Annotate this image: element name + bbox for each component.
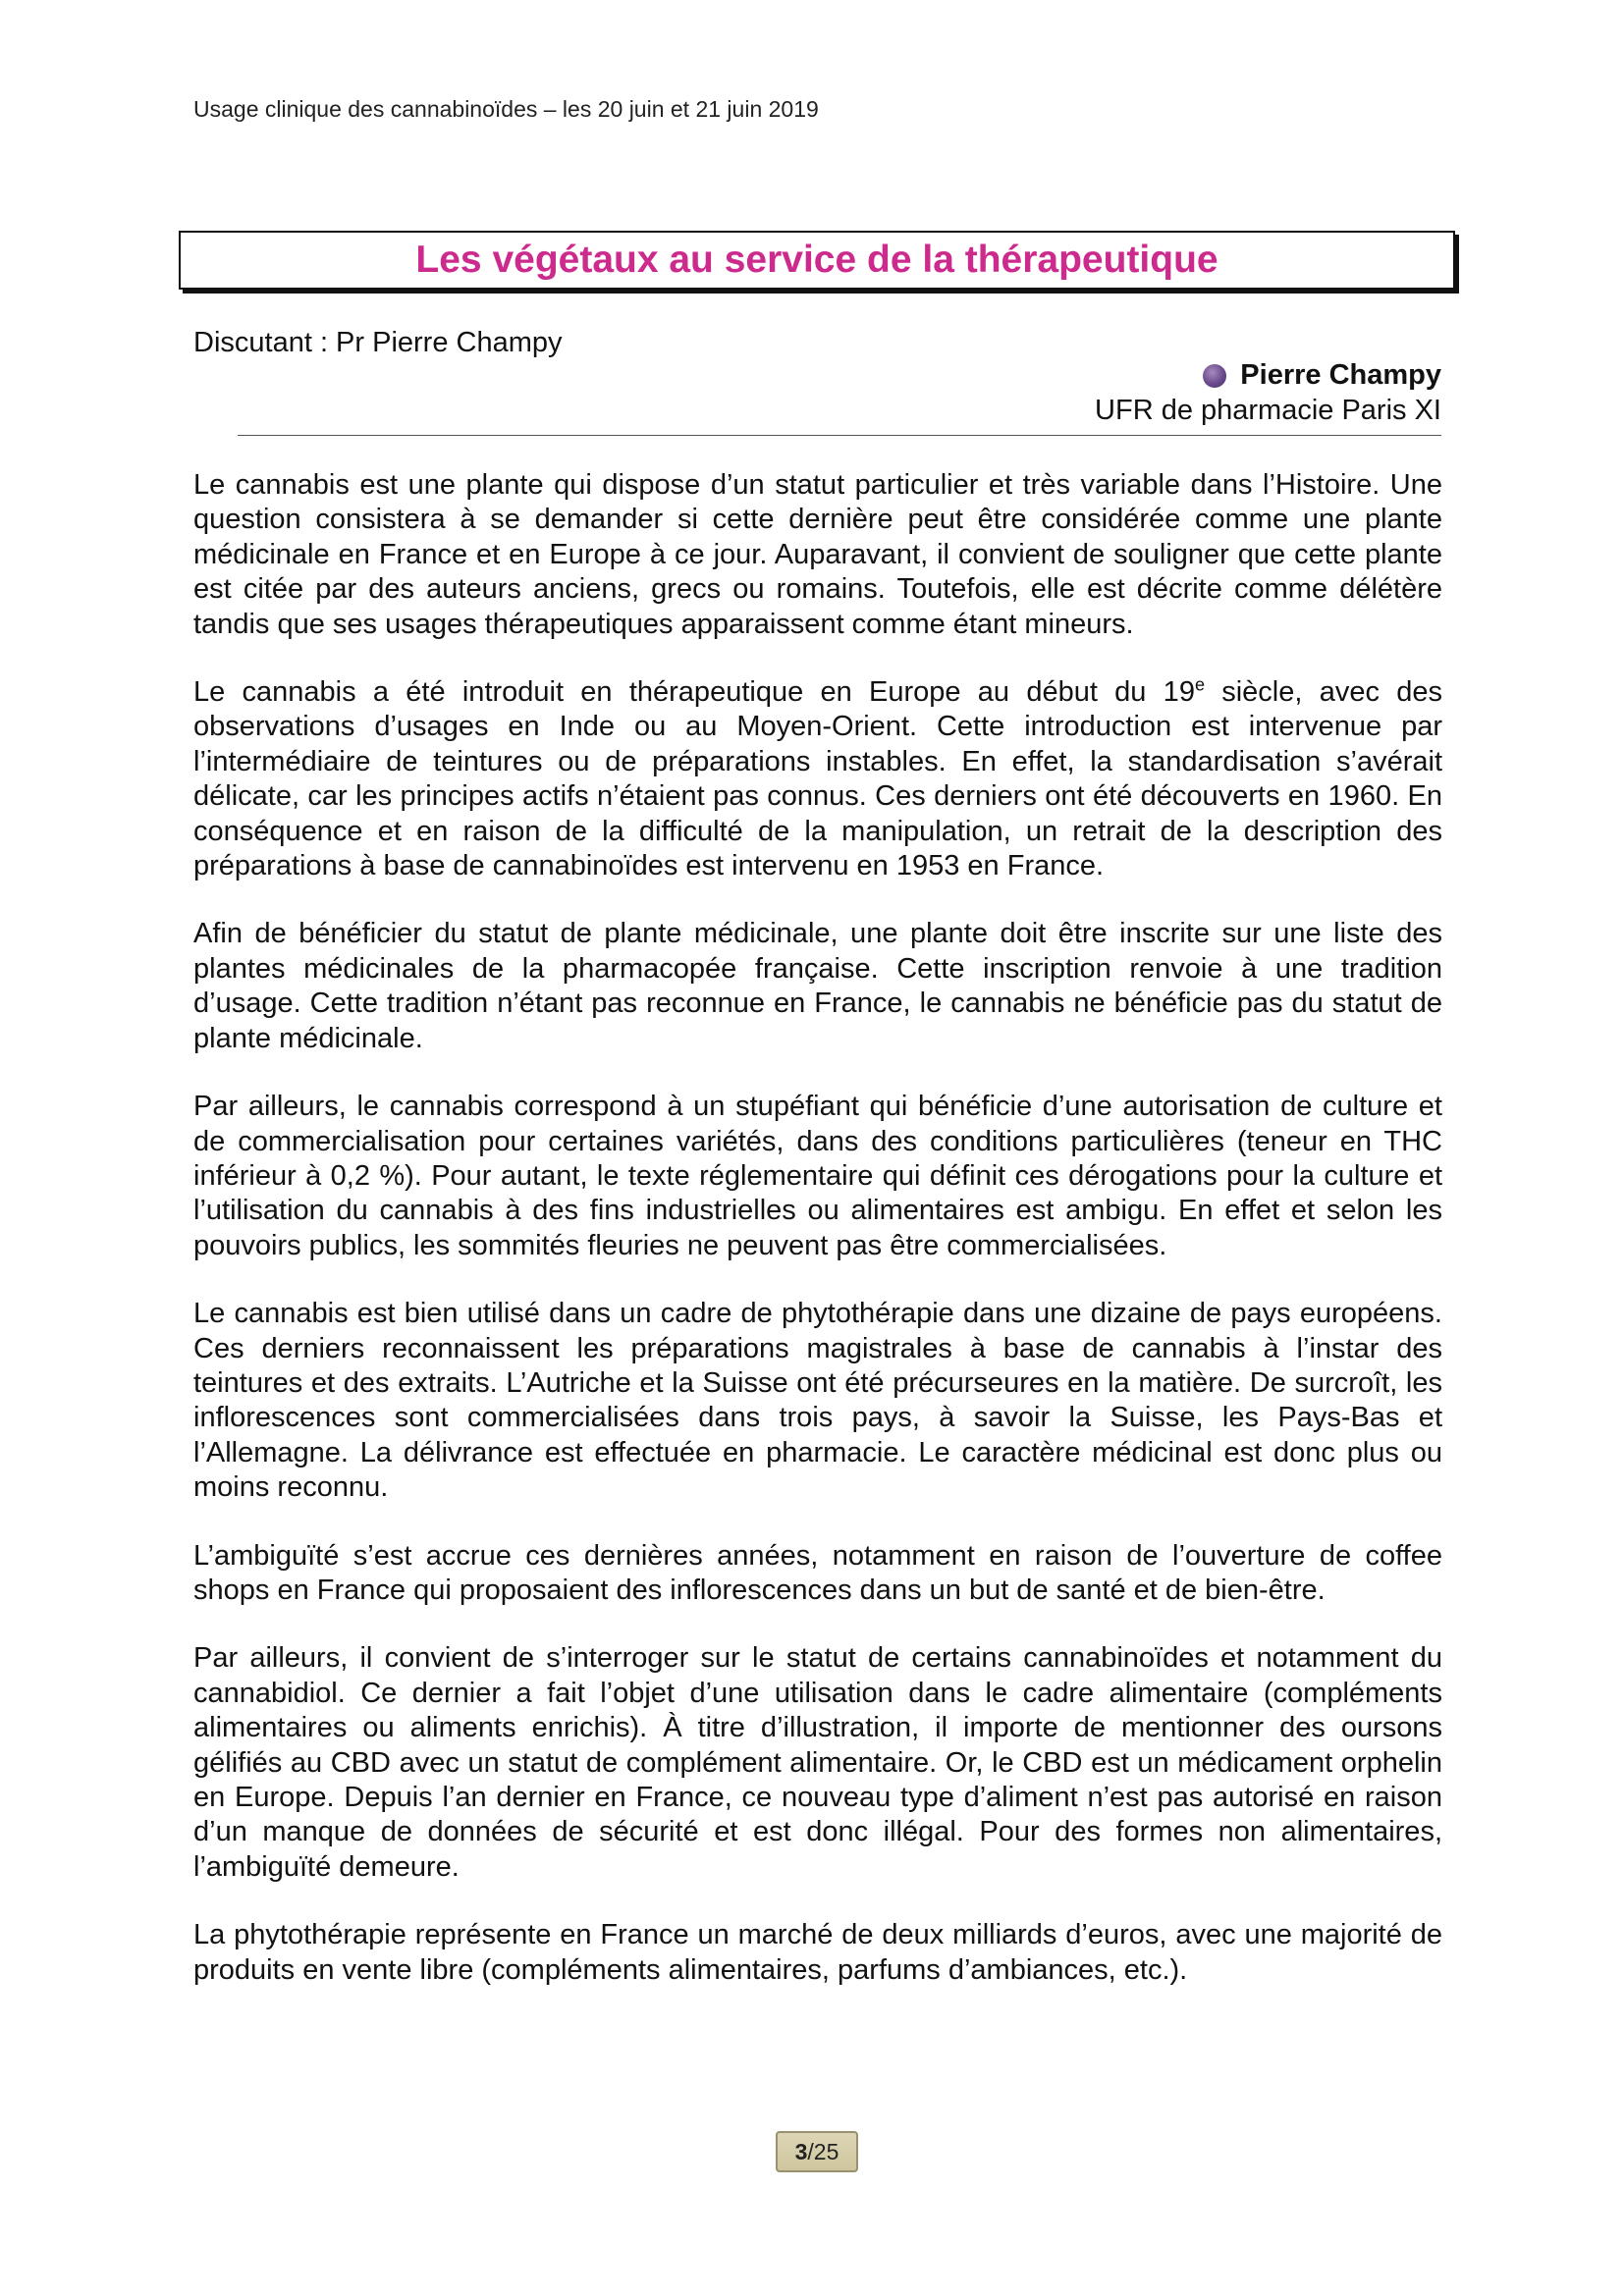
paragraph: Le cannabis est une plante qui dispose d’un statut particulier et très variable dans l’Histoire. Une question consistera à se demander si cette dernière peut être considérée comme une plante médicinale en France et en Europe à ce jour. Auparavant, il convient de souligner que cette plante est citée par des auteurs anciens, grecs ou romains. Toutefois, elle est décrite comme délétère tandis que ses usages thérapeutiques apparaissent comme étant mineurs. — [193, 469, 1442, 640]
running-header: Usage clinique des cannabinoïdes – les 20 juin et 21 juin 2019 — [193, 96, 819, 122]
paragraph — [193, 675, 1442, 883]
page-total: /25 — [807, 2138, 839, 2164]
speaker-block — [1203, 359, 1441, 392]
paragraph-text: Le cannabis a été introduit en thérapeutique en Europe au début du 19 — [193, 676, 1195, 709]
paragraph: Afin de bénéficier du statut de plante médicinale, une plante doit être inscrite sur une liste des plantes médicinales de la pharmacopée française. Cette inscription renvoie à une tradition d’usage. Cette tradition n’étant pas reconnue en France, le cannabis ne bénéficie pas du statut de plante médicinale. — [193, 918, 1442, 1054]
bullet-icon — [1203, 364, 1226, 388]
superscript: e — [1194, 674, 1205, 695]
paragraph: Par ailleurs, le cannabis correspond à un stupéfiant qui bénéficie d’une autorisation de culture et de commercialisation pour certaines variétés, dans des conditions particulières (teneur en THC inférieur à 0,2 %). Pour autant, le texte réglementaire qui définit ces dérogations pour la culture et l’utilisation du cannabis à des fins industrielles ou alimentaires est ambigu. En effet et selon les pouvoirs publics, les sommités fleuries ne peuvent pas être commercialisées. — [193, 1091, 1442, 1261]
horizontal-rule — [238, 435, 1441, 436]
page-current: 3 — [794, 2138, 808, 2164]
paragraph: Par ailleurs, il convient de s’interroger sur le statut de certains cannabinoïdes et notamment du cannabidiol. Ce dernier a fait l’objet d’une utilisation dans le cadre alimentaire (compléments alimentaires ou aliments enrichis). À titre d’illustration, il importe de mentionner des oursons gélifiés au CBD avec un statut de complément alimentaire. Or, le CBD est un médicament orphelin en Europe. Depuis l’an dernier en France, ce nouveau type d’aliment n’est pas autorisé en raison d’un manque de données de sécurité et est donc illégal. Pour des formes non alimentaires, l’ambiguïté demeure. — [193, 1642, 1442, 1883]
page-number — [776, 2131, 858, 2172]
discutant-line: Discutant : Pr Pierre Champy — [193, 327, 563, 358]
body-text — [193, 468, 1442, 2021]
paragraph-text: siècle, avec des observations d’usages en Inde ou au Moyen-Orient. Cette introduction est intervenue par l’intermédiaire de teintures ou de préparations instables. En effet, la standardisation s’avérait délicate, car les principes actifs n’étaient pas connus. Ces derniers ont été découverts en 1960. En conséquence et en raison de la difficulté de la manipulation, un retrait de la description des préparations à base de cannabinoïdes est intervenu en 1953 en France. — [193, 676, 1442, 882]
speaker-affiliation: UFR de pharmacie Paris XI — [1095, 395, 1441, 426]
paragraph: L’ambiguïté s’est accrue ces dernières années, notamment en raison de l’ouverture de coffee shops en France qui proposaient des inflorescences dans un but de santé et de bien-être. — [193, 1539, 1442, 1606]
paragraph: La phytothérapie représente en France un marché de deux milliards d’euros, avec une majorité de produits en vente libre (compléments alimentaires, parfums d’ambiances, etc.). — [193, 1919, 1442, 1986]
speaker-name: Pierre Champy — [1240, 359, 1441, 391]
section-title-box — [179, 231, 1455, 290]
paragraph: Le cannabis est bien utilisé dans un cadre de phytothérapie dans une dizaine de pays européens. Ces derniers reconnaissent les préparations magistrales à base de cannabis à l’instar des teintures et des extraits. L’Autriche et la Suisse ont été précurseures en la matière. De surcroît, les inflorescences sont commercialisées dans trois pays, à savoir la Suisse, les Pays-Bas et l’Allemagne. La délivrance est effectuée en pharmacie. Le caractère médicinal est donc plus ou moins reconnu. — [193, 1298, 1442, 1504]
section-title: Les végétaux au service de la thérapeutique — [415, 239, 1218, 281]
